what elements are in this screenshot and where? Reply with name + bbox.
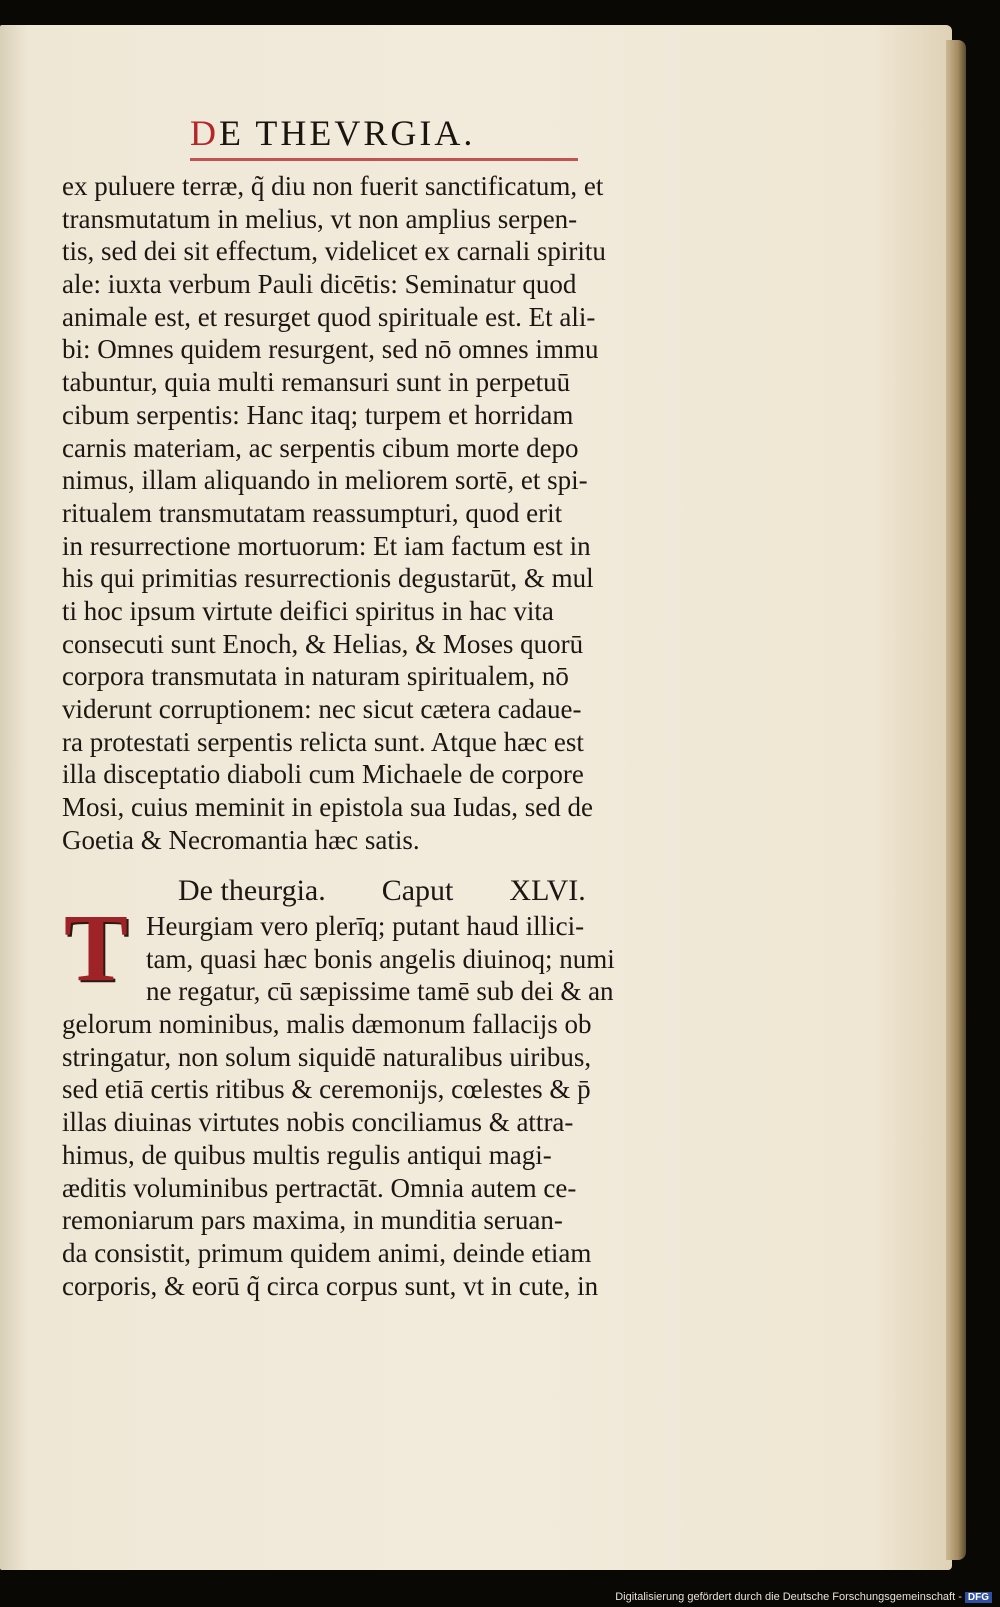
heading-initial: D xyxy=(190,113,219,153)
text-line: æditis voluminibus pertractāt. Omnia autem ce- xyxy=(62,1172,577,1203)
text-line: ti hoc ipsum virtute deifici spiritus in hac vita xyxy=(62,595,554,626)
text-line: remoniarum pars maxima, in munditia seruan- xyxy=(62,1205,563,1236)
chapter-text xyxy=(62,910,742,1302)
text-line: nimus, illam aliquando in meliorem sortē, et spi- xyxy=(62,465,588,496)
text-line: consecuti sunt Enoch, & Helias, & Moses quorū xyxy=(62,628,584,659)
text-line: tabuntur, quia multi remansuri sunt in perpetuū xyxy=(62,367,571,398)
text-line: in resurrectione mortuorum: Et iam factum est in xyxy=(62,530,591,561)
dfg-logo: DFG xyxy=(965,1592,992,1603)
digitization-credit xyxy=(615,1591,992,1603)
text-line: corpora transmutata in naturam spiritualem, nō xyxy=(62,661,569,692)
text-line: ra protestati serpentis relicta sunt. Atque hæc est xyxy=(62,726,584,757)
text-line: animale est, et resurget quod spirituale est. Et ali- xyxy=(62,301,596,332)
text-line: bi: Omnes quidem resurgent, sed nō omnes immu xyxy=(62,334,599,365)
text-line: corporis, & eorū q̃ circa corpus sunt, vt in cute, in xyxy=(62,1270,599,1301)
text-line: Heurgiam vero plerīq; putant haud illici- xyxy=(146,911,585,941)
text-line: transmutatum in melius, vt non amplius serpen- xyxy=(62,203,578,234)
text-line: sed etiā certis ritibus & ceremonijs, cœlestes & p̄ xyxy=(62,1074,591,1105)
text-line: cibum serpentis: Hanc itaq; turpem et horridam xyxy=(62,399,574,430)
chapter-number: XLVI. xyxy=(509,874,586,907)
text-line: carnis materiam, ac serpentis cibum morte depo xyxy=(62,432,579,463)
heading-rest: E THEVRGIA. xyxy=(219,113,476,153)
body-text xyxy=(62,170,742,856)
text-line: viderunt corruptionem: nec sicut cætera cadaue- xyxy=(62,694,582,724)
chapter-title: De theurgia. xyxy=(178,874,326,907)
page-edge xyxy=(946,40,966,1560)
text-line: illas diuinas virtutes nobis conciliamus & attra- xyxy=(62,1107,574,1138)
text-line: stringatur, non solum siquidē naturalibus uiribus, xyxy=(62,1041,592,1072)
text-line: tam, quasi hæc bonis angelis diuinoq; numi xyxy=(146,943,615,974)
text-line: ale: iuxta verbum Pauli dicētis: Seminatur quod xyxy=(62,269,577,300)
text-line: tis, sed dei sit effectum, videlicet ex carnali spiritu xyxy=(62,236,606,267)
text-line: himus, de quibus multis regulis antiqui magi- xyxy=(62,1139,552,1170)
text-line: his qui primitias resurrectionis degustarūt, & mul xyxy=(62,563,594,594)
decorated-initial: T xyxy=(64,894,129,1001)
chapter-caput: Caput xyxy=(381,874,454,907)
text-line: ne regatur, cū sæpissime tamē sub dei & an xyxy=(146,976,614,1007)
text-line: da consistit, primum quidem animi, deinde etiam xyxy=(62,1237,592,1268)
credit-text: Digitalisierung gefördert durch die Deutsche Forschungsgemeinschaft - xyxy=(615,1591,962,1603)
heading-rule xyxy=(190,158,578,161)
text-line: gelorum nominibus, malis dæmonum fallacijs ob xyxy=(62,1009,592,1040)
text-line: Mosi, cuius meminit in epistola sua Iudas, sed de xyxy=(62,792,593,823)
text-line: ex puluere terræ, q̃ diu non fuerit sanctificatum, et xyxy=(62,171,604,201)
text-line: Goetia & Necromantia hæc satis. xyxy=(62,824,420,855)
text-line: ritualem transmutatam reassumpturi, quod erit xyxy=(62,497,563,528)
chapter-heading xyxy=(178,874,738,908)
running-head xyxy=(190,112,610,154)
text-line: illa disceptatio diaboli cum Michaele de corpore xyxy=(62,759,584,790)
